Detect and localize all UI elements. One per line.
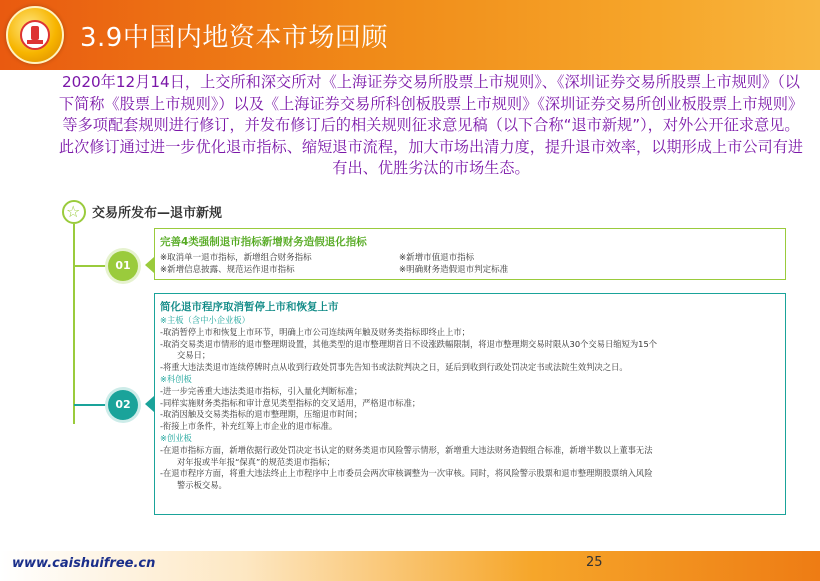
footer-url[interactable]: www.caishuifree.cn xyxy=(12,556,156,571)
pointer-arrow-02 xyxy=(145,396,154,412)
card-item: ※取消单一退市指标，新增组合财务指标 xyxy=(160,253,312,263)
step-badge-02: 02 xyxy=(108,390,138,420)
card-item: ※明确财务造假退市判定标准 xyxy=(399,265,509,275)
card-line: -同样实施财务类指标和审计意见类型指标的交叉适用，严格退市标准； xyxy=(160,397,421,408)
card-line: 警示板交易。 xyxy=(177,480,227,491)
card-delisting-procedure xyxy=(154,293,786,515)
card-line: -衔接上市条件，补充红筹上市企业的退市标准。 xyxy=(160,421,338,432)
card-line: -在退市程序方面，将重大违法终止上市程序中上市委员会两次审核调整为一次审核。同时，将风险警示股票和退市整理期股票纳入风险 xyxy=(160,468,653,479)
card-line: -进一步完善重大违法类退市指标，引入量化判断标准； xyxy=(160,385,363,396)
card-line: 交易日； xyxy=(177,350,211,361)
connector-02 xyxy=(74,404,108,406)
card-line: -将重大违法类退市连续停牌时点从收到行政处罚事先告知书或法院判决之日，延后到收到行政处罚决定书或法院生效判决之日。 xyxy=(160,362,628,373)
header-bar xyxy=(0,0,820,70)
card-item: ※新增市值退市指标 xyxy=(399,253,475,263)
card-title: 完善4类强制退市指标新增财务造假退化指标 xyxy=(160,236,367,248)
logo-seal-icon xyxy=(6,6,64,64)
card-line: 对年报或半年报“保真”的规范类退市指标； xyxy=(177,456,335,467)
pointer-arrow-01 xyxy=(145,257,154,273)
step-badge-01: 01 xyxy=(108,251,138,281)
card-line: -取消暂停上市和恢复上市环节，明确上市公司连续两年触及财务类指标即终止上市； xyxy=(160,326,470,337)
timeline-connector xyxy=(73,224,75,424)
card-line: -在退市指标方面，新增依据行政处罚决定书认定的财务类退市风险警示情形，新增重大违法财务造假组合标准，新增半数以上董事无法 xyxy=(160,444,653,455)
card-title: 简化退市程序取消暂停上市和恢复上市 xyxy=(160,301,339,313)
card-subheading: ※主板（含中小企业板） xyxy=(160,315,250,325)
section-title: 交易所发布—退市新规 xyxy=(92,206,223,221)
page-title: 3.9中国内地资本市场回顾 xyxy=(80,23,388,53)
intro-paragraph: 2020年12月14日，上交所和深交所对《上海证券交易所股票上市规则》、《深圳证券交易所股票上市规则》（以下简称《股票上市规则》）以及《上海证券交易所科创板股票上市规则》《深圳证券交易所创业板股票上市规则》等多项配套规则进行修订，并发布修订后的相关规则征求意见稿（以下合称“退市新规”），对外公开征求意见。此次修订通过进一步优化退市指标、缩短退市流程，加大市场出清力度，提升退市效率，以期形成上市公司有进有出、优胜劣汰的市场生态。 xyxy=(58,73,804,177)
card-delisting-indicators xyxy=(154,228,786,280)
card-item: ※新增信息披露、规范运作退市指标 xyxy=(160,265,295,275)
star-icon: ☆ xyxy=(62,200,86,224)
footer-bar xyxy=(0,551,820,581)
card-line: -取消交易类退市情形的退市整理期设置，其他类型的退市整理期首日不设涨跌幅限制，将退市整理期交易时限从30个交易日缩短为15个 xyxy=(160,338,658,349)
page-number: 25 xyxy=(586,555,603,570)
card-subheading: ※创业板 xyxy=(160,433,192,443)
card-subheading: ※科创板 xyxy=(160,374,192,384)
card-line: -取消因触及交易类指标的退市整理期，压缩退市时间； xyxy=(160,409,363,420)
connector-01 xyxy=(74,265,108,267)
